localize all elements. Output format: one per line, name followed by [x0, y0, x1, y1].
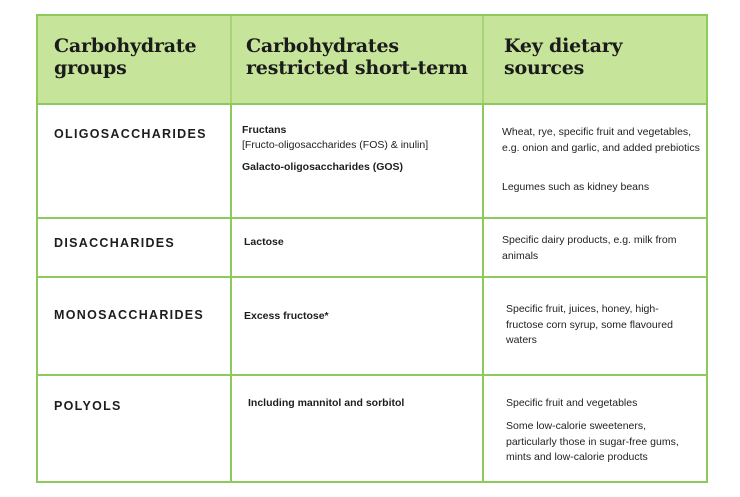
- restricted-item: Galacto-oligosaccharides (GOS): [242, 161, 404, 173]
- header-sources-line1: Key dietary: [504, 35, 623, 57]
- source-text: Specific fruit, juices, honey, high-fructose corn syrup, some flavoured waters: [506, 303, 673, 346]
- restricted-cell: [230, 105, 482, 217]
- group-cell: [38, 105, 230, 217]
- header-restricted-line1: Carbohydrates: [246, 35, 399, 57]
- group-name: MONOSACCHARIDES: [54, 308, 205, 322]
- table-row: [38, 276, 706, 374]
- group-cell: [38, 278, 230, 374]
- table-row: [38, 374, 706, 481]
- header-cell-groups: [38, 16, 230, 103]
- restricted-item-detail: [Fructo-oligosaccharides (FOS) & inulin]: [242, 139, 429, 151]
- group-cell: [38, 376, 230, 481]
- group-name: POLYOLS: [54, 399, 122, 413]
- restricted-cell: [230, 219, 482, 276]
- group-cell: [38, 219, 230, 276]
- header-groups-line1: Carbohydrate: [54, 35, 197, 57]
- sources-cell: [482, 376, 706, 481]
- header-sources-line2: sources: [504, 57, 585, 79]
- table-row: [38, 103, 706, 217]
- carbohydrate-table: [36, 14, 708, 483]
- restricted-item: Including mannitol and sorbitol: [248, 397, 405, 409]
- source-text: Legumes such as kidney beans: [502, 181, 650, 193]
- sources-cell: [482, 105, 706, 217]
- header-restricted-line2: restricted short-term: [246, 57, 468, 79]
- source-text: Wheat, rye, specific fruit and vegetables, e.g. onion and garlic, and added prebiotics: [502, 126, 700, 154]
- sources-cell: [482, 278, 706, 374]
- restricted-item: Fructans: [242, 124, 287, 136]
- table-row: [38, 217, 706, 276]
- source-text: Specific dairy products, e.g. milk from animals: [502, 234, 677, 262]
- header-cell-sources: [482, 16, 706, 103]
- group-name: DISACCHARIDES: [54, 236, 176, 250]
- group-name: OLIGOSACCHARIDES: [54, 127, 207, 141]
- restricted-item: Excess fructose*: [244, 310, 329, 322]
- header-groups-line2: groups: [54, 57, 127, 79]
- table-header-row: [38, 16, 706, 103]
- restricted-item: Lactose: [244, 236, 284, 248]
- restricted-cell: [230, 376, 482, 481]
- restricted-cell: [230, 278, 482, 374]
- source-text: Some low-calorie sweeteners, particularly those in sugar-free gums, mints and low-calorie products: [506, 420, 679, 463]
- sources-cell: [482, 219, 706, 276]
- source-text: Specific fruit and vegetables: [506, 397, 638, 409]
- header-cell-restricted: [230, 16, 482, 103]
